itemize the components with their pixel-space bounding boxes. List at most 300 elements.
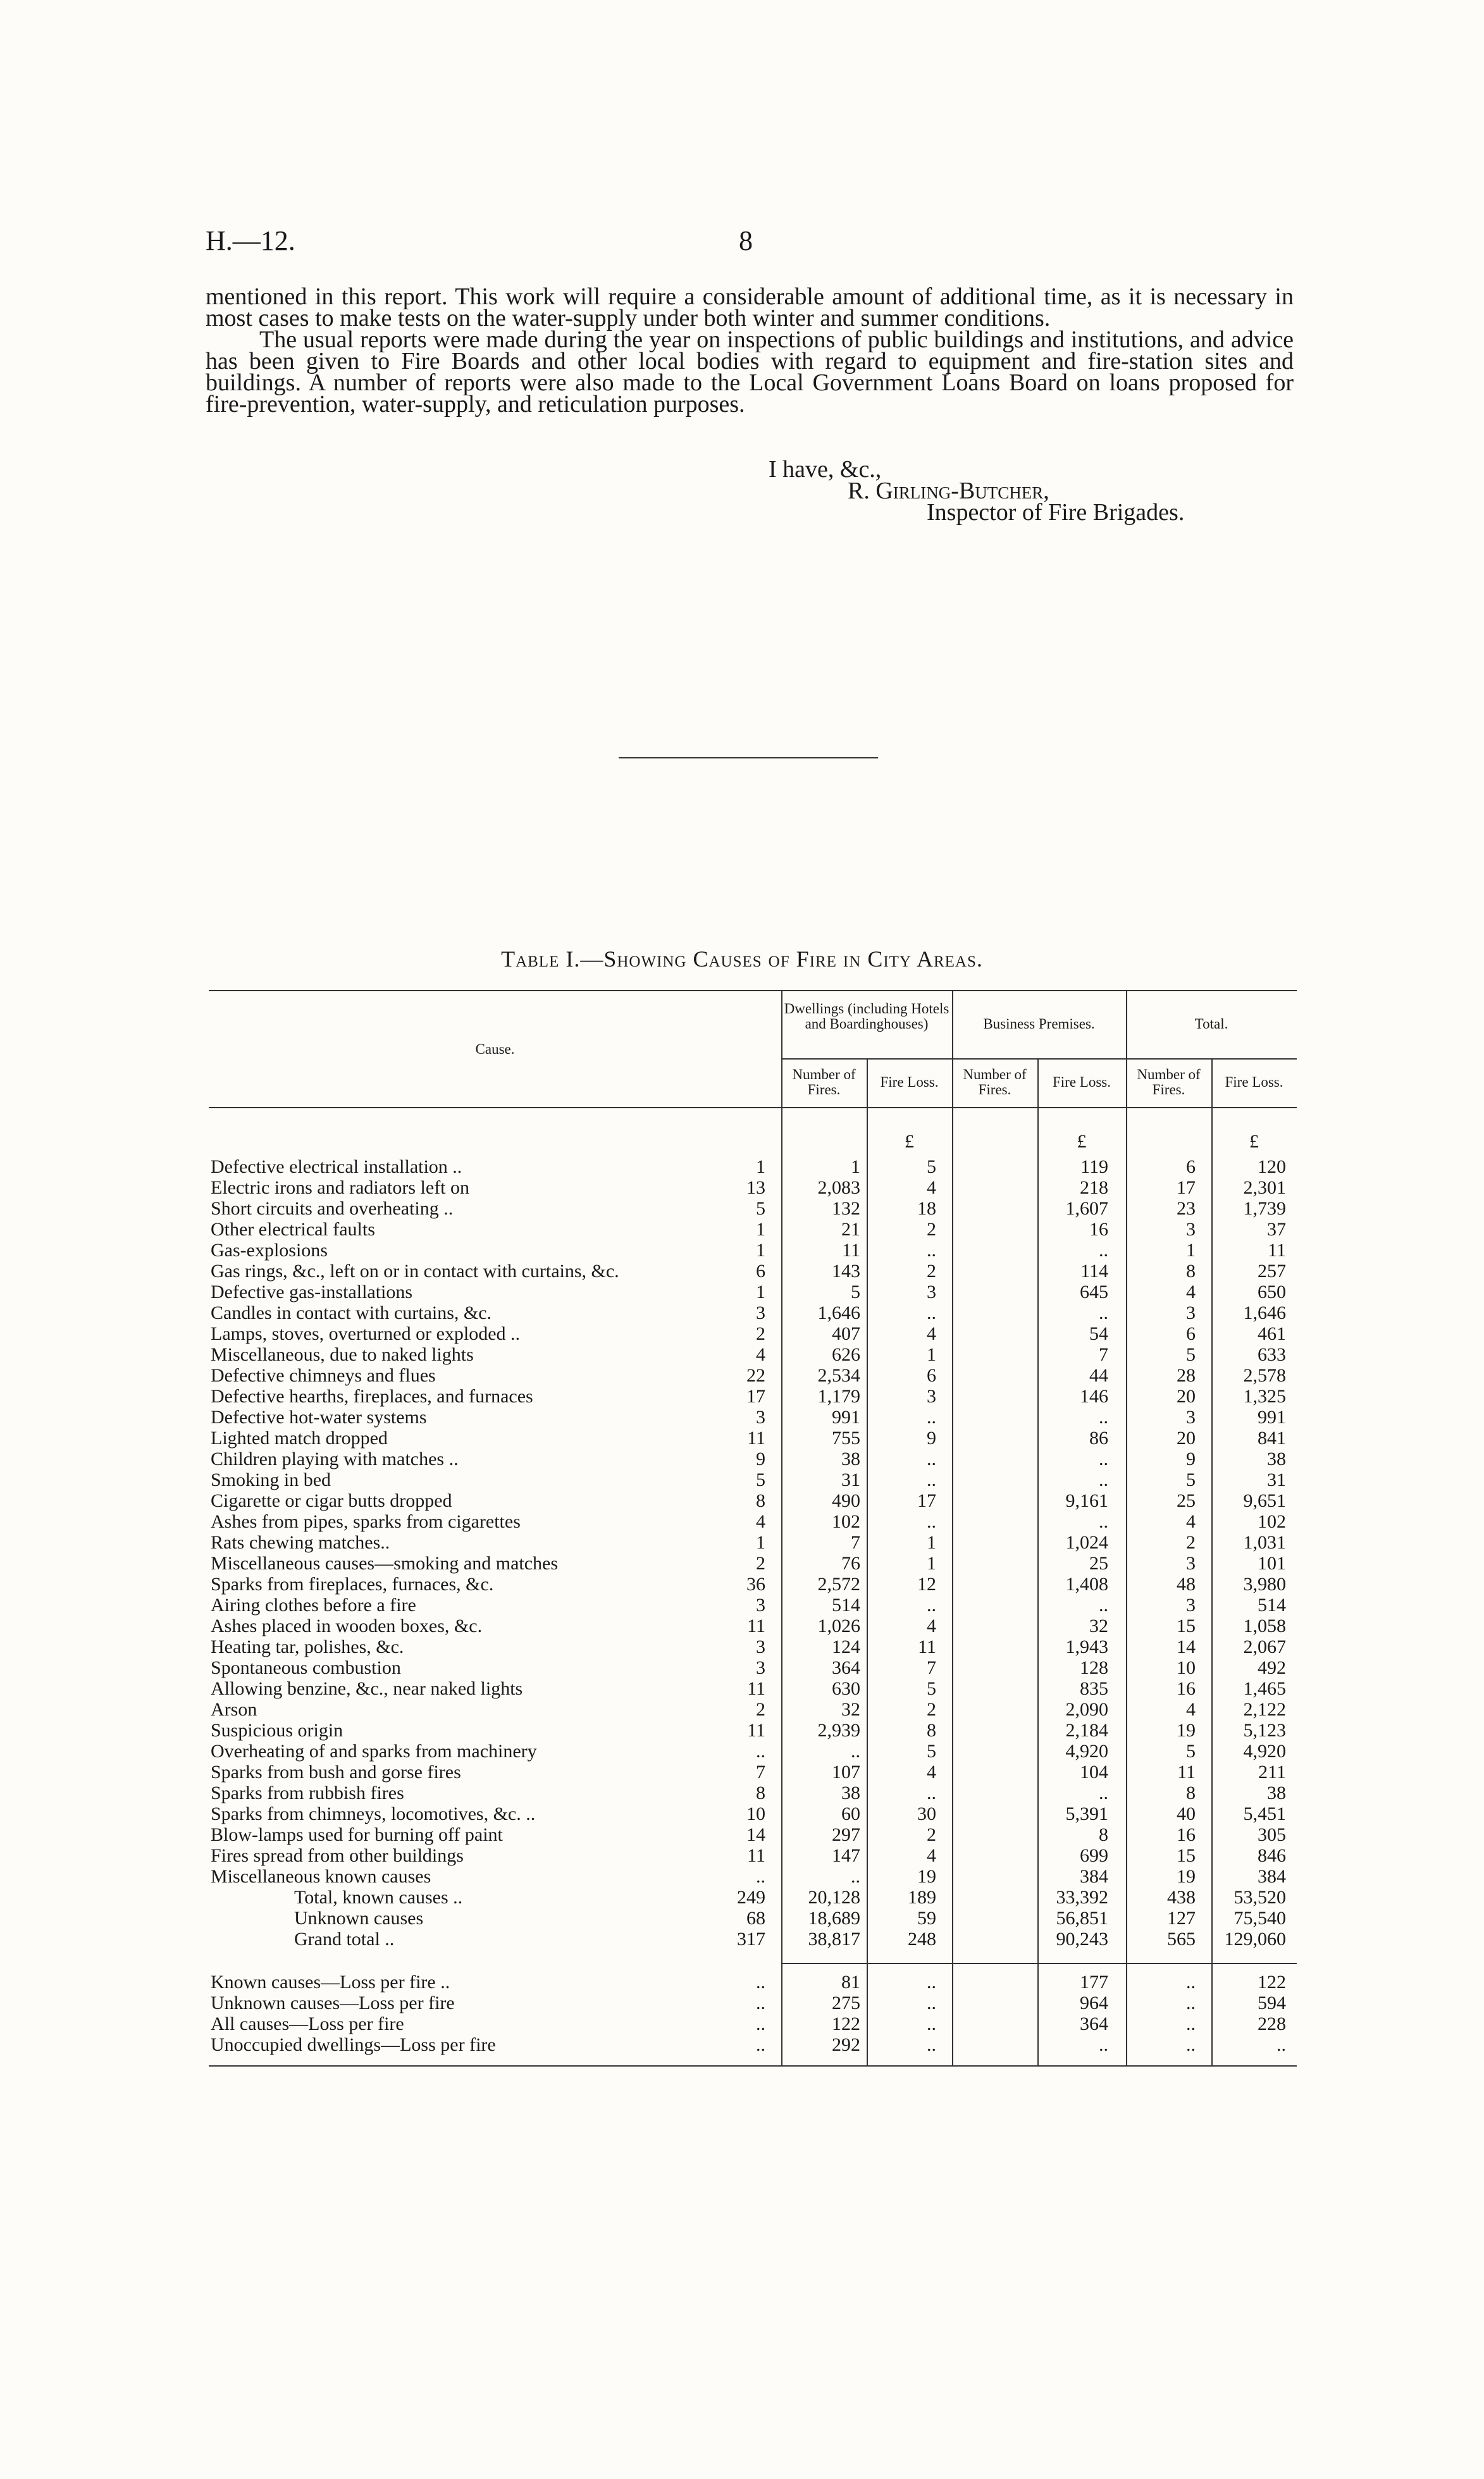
cell-t-n: 8 [1186,1261,1196,1282]
subheader-total-loss: Fire Loss. [1225,1074,1283,1090]
cell-t-n: 5 [1186,1741,1196,1762]
cause-label: Lamps, stoves, overturned or exploded .. [211,1323,524,1344]
cell-d-l: 7 [851,1532,860,1553]
total-row [209,1929,1297,1950]
header-business: Business Premises. [983,1016,1095,1032]
cause-label: Candles in contact with curtains, &c. [211,1302,495,1323]
cell-t-n: 15 [1177,1616,1196,1636]
cell-d-n: 36 [746,1574,765,1595]
subheader-business-loss: Fire Loss. [1053,1074,1111,1090]
cause-label: Rats chewing matches.. [211,1532,393,1553]
cell-d-l: 5 [851,1282,860,1302]
cell-d-n: 11 [747,1720,765,1741]
cell-d-l: 38 [841,1449,860,1469]
signatory-title: Inspector of Fire Brigades. [927,499,1185,526]
cell-b-n: 2 [927,1699,936,1720]
cell-d-n: .. [756,1741,765,1762]
cell-d-l: 102 [832,1511,860,1532]
cause-label: Miscellaneous causes—smoking and matches [211,1553,562,1574]
cell-d-n: 10 [746,1803,765,1824]
cell-b-n: 17 [917,1490,936,1511]
cell-d-l: 11 [842,1240,860,1261]
report-body [206,283,1294,417]
cell-b-n: 2 [927,1824,936,1845]
cell-b-l: 835 [1080,1678,1108,1699]
cell-b-l: 25 [1089,1553,1108,1574]
cell-t-n: 11 [1177,1762,1196,1783]
cell-d-l: 38 [841,1783,860,1803]
cell-b-n: .. [927,1993,936,2013]
cell-t-l: 228 [1258,2013,1286,2034]
cell-t-l: 514 [1258,1595,1286,1616]
causes-table [209,990,1297,2065]
grand-total-rule [781,1963,1297,1964]
cause-label: Sparks from chimneys, locomotives, &c. .. [211,1803,539,1824]
cell-d-n: 5 [756,1198,765,1219]
cell-b-l: 56,851 [1056,1908,1108,1929]
cell-t-l: 5,123 [1243,1720,1286,1741]
cell-t-l: 841 [1258,1428,1286,1449]
cell-t-n: 3 [1186,1302,1196,1323]
cause-label: Airing clothes before a fire [211,1595,420,1616]
cell-t-l: .. [1277,2034,1286,2055]
cause-row [209,1783,1297,1803]
cell-t-n: 438 [1167,1887,1196,1908]
cell-d-l: 60 [841,1803,860,1824]
currency-total: £ [1249,1131,1259,1152]
cause-label: Ashes placed in wooden boxes, &c. [211,1616,486,1636]
cause-label: Smoking in bed [211,1469,335,1490]
cell-b-l: 90,243 [1056,1929,1108,1950]
cell-d-n: 11 [747,1678,765,1699]
cell-t-n: 3 [1186,1595,1196,1616]
cell-d-l: 18,689 [808,1908,860,1929]
cause-label: Unoccupied dwellings—Loss per fire [211,2034,500,2055]
cell-d-n: 17 [746,1386,765,1407]
section-divider [619,757,878,758]
cell-d-l: .. [851,1741,860,1762]
cell-t-l: 31 [1267,1469,1286,1490]
cause-row [209,1177,1297,1198]
cell-t-l: 1,465 [1243,1678,1286,1699]
cell-d-l: 81 [841,1972,860,1993]
cell-t-l: 384 [1258,1866,1286,1887]
cell-b-l: 645 [1080,1282,1108,1302]
cell-d-n: 1 [756,1282,765,1302]
table-title: Table I.—Showing Causes of Fire in City Areas. [501,946,983,972]
cell-t-n: 3 [1186,1407,1196,1428]
cell-d-l: 364 [832,1657,860,1678]
cause-label: Ashes from pipes, sparks from cigarettes [211,1511,524,1532]
cause-row [209,1490,1297,1511]
cause-label: Heating tar, polishes, &c. [211,1636,407,1657]
cell-b-n: 1 [927,1344,936,1365]
cell-t-l: 633 [1258,1344,1286,1365]
cell-d-n: 9 [756,1449,765,1469]
cell-d-n: 8 [756,1490,765,1511]
cell-d-n: 1 [756,1156,765,1177]
cell-d-n: 11 [747,1616,765,1636]
cause-row [209,1407,1297,1428]
cell-t-l: 594 [1258,1993,1286,2013]
cause-label: Overheating of and sparks from machinery [211,1741,541,1762]
cell-d-n: 6 [756,1261,765,1282]
cell-t-l: 2,122 [1243,1699,1286,1720]
cell-b-l: 1,024 [1065,1532,1108,1553]
cause-label: Other electrical faults [211,1219,379,1240]
cell-b-n: 1 [927,1532,936,1553]
cell-d-n: 3 [756,1636,765,1657]
cell-t-n: .. [1186,1993,1196,2013]
cell-b-l: 54 [1089,1323,1108,1344]
cause-row [209,1449,1297,1469]
loss-per-fire-row [209,1993,1297,2013]
cell-d-l: 755 [832,1428,860,1449]
cell-d-n: .. [756,2034,765,2055]
cause-label: Electric irons and radiators left on [211,1177,473,1198]
cell-b-n: .. [927,1783,936,1803]
cell-b-l: .. [1099,1511,1108,1532]
cell-t-n: 565 [1167,1929,1196,1950]
cause-label: Arson [211,1699,261,1720]
cell-t-l: 3,980 [1243,1574,1286,1595]
cause-row [209,1323,1297,1344]
cell-d-n: 11 [747,1845,765,1866]
cell-d-n: 3 [756,1595,765,1616]
cause-row [209,1428,1297,1449]
cell-d-l: 38,817 [808,1929,860,1950]
cause-row [209,1699,1297,1720]
currency-dwellings: £ [905,1131,914,1152]
cell-d-l: .. [851,1866,860,1887]
cell-t-l: 120 [1258,1156,1286,1177]
cell-b-l: .. [1099,2034,1108,2055]
cell-b-l: 384 [1080,1866,1108,1887]
cell-b-n: 5 [927,1156,936,1177]
cause-label: Sparks from fireplaces, furnaces, &c. [211,1574,497,1595]
cause-label: Gas-explosions [211,1240,331,1261]
subheader-dwellings-loss: Fire Loss. [880,1074,939,1090]
cell-d-n: 317 [737,1929,765,1950]
cell-d-l: 490 [832,1490,860,1511]
cell-d-n: .. [756,1866,765,1887]
cell-d-l: 122 [832,2013,860,2034]
cell-t-n: .. [1186,1972,1196,1993]
cause-label: Blow-lamps used for burning off paint [211,1824,507,1845]
cell-b-l: 699 [1080,1845,1108,1866]
cause-row [209,1824,1297,1845]
cell-d-n: 4 [756,1344,765,1365]
cell-t-n: 16 [1177,1824,1196,1845]
cell-b-l: 1,607 [1065,1198,1108,1219]
cell-d-n: 1 [756,1219,765,1240]
cell-t-l: 4,920 [1243,1741,1286,1762]
cell-d-l: 2,572 [817,1574,860,1595]
cell-d-l: 107 [832,1762,860,1783]
cell-t-n: 20 [1177,1386,1196,1407]
cell-t-l: 37 [1267,1219,1286,1240]
cell-d-l: 1,646 [817,1302,860,1323]
cause-row [209,1720,1297,1741]
cause-row [209,1511,1297,1532]
cell-d-n: 11 [747,1428,765,1449]
cell-b-n: 2 [927,1261,936,1282]
cell-d-n: 2 [756,1323,765,1344]
cause-label: Miscellaneous, due to naked lights [211,1344,478,1365]
cell-b-l: .. [1099,1407,1108,1428]
cell-b-n: 2 [927,1219,936,1240]
loss-per-fire-row [209,2034,1297,2055]
cell-t-l: 5,451 [1243,1803,1286,1824]
table-bottom-rule [209,2065,1297,2067]
cause-label: Defective hot-water systems [211,1407,431,1428]
cell-b-l: .. [1099,1469,1108,1490]
cell-d-n: 3 [756,1407,765,1428]
cell-d-l: 1,179 [817,1386,860,1407]
currency-business: £ [1077,1131,1087,1152]
cell-b-n: 189 [908,1887,936,1908]
cell-d-n: 13 [746,1177,765,1198]
cell-d-l: 20,128 [808,1887,860,1908]
cause-row [209,1762,1297,1783]
cell-t-l: 461 [1258,1323,1286,1344]
cell-b-n: 8 [927,1720,936,1741]
cause-row [209,1845,1297,1866]
cell-t-n: 28 [1177,1365,1196,1386]
cell-t-n: .. [1186,2013,1196,2034]
cell-d-l: 132 [832,1198,860,1219]
cause-row [209,1553,1297,1574]
cell-b-n: 4 [927,1616,936,1636]
cell-d-l: 1 [851,1156,860,1177]
cause-label: Known causes—Loss per fire .. [211,1972,454,1993]
cell-t-n: 17 [1177,1177,1196,1198]
cell-t-l: 53,520 [1234,1887,1286,1908]
cell-b-l: 16 [1089,1219,1108,1240]
total-row [209,1887,1297,1908]
cell-t-n: 14 [1177,1636,1196,1657]
cell-b-n: 59 [917,1908,936,1929]
cell-d-n: 3 [756,1302,765,1323]
cause-row [209,1657,1297,1678]
cell-d-n: 4 [756,1511,765,1532]
cell-t-n: 40 [1177,1803,1196,1824]
cause-label: Defective hearths, fireplaces, and furnaces [211,1386,537,1407]
cell-b-l: 1,408 [1065,1574,1108,1595]
header-total: Total. [1194,1016,1228,1032]
cell-d-l: 143 [832,1261,860,1282]
cell-b-l: .. [1099,1783,1108,1803]
cell-t-l: 305 [1258,1824,1286,1845]
cell-d-n: 8 [756,1783,765,1803]
cell-t-n: 23 [1177,1198,1196,1219]
cell-b-n: .. [927,1511,936,1532]
cell-b-l: 114 [1080,1261,1108,1282]
cell-t-l: 1,739 [1243,1198,1286,1219]
cause-row [209,1803,1297,1824]
cell-t-n: 19 [1177,1720,1196,1741]
cell-b-n: 3 [927,1386,936,1407]
cell-d-n: 5 [756,1469,765,1490]
cell-t-n: 3 [1186,1219,1196,1240]
cause-row [209,1574,1297,1595]
cell-b-n: .. [927,1302,936,1323]
cell-b-n: 11 [918,1636,936,1657]
cause-label: Unknown causes—Loss per fire [211,1993,459,2013]
cell-d-l: 2,534 [817,1365,860,1386]
cause-label: Gas rings, &c., left on or in contact with curtains, &c. [211,1261,623,1282]
cause-label: Total, known causes .. [294,1887,466,1908]
cell-d-n: 2 [756,1699,765,1720]
cell-t-l: 2,578 [1243,1365,1286,1386]
cell-t-n: 3 [1186,1553,1196,1574]
closing-salutation: I have, &c., [769,456,882,483]
group-header-rule [781,1058,1297,1060]
cell-b-n: 5 [927,1741,936,1762]
cause-row [209,1595,1297,1616]
cell-t-l: 11 [1268,1240,1286,1261]
subheader-business-number: Number of Fires. [963,1066,1027,1097]
cell-d-n: .. [756,2013,765,2034]
cell-t-l: 129,060 [1224,1929,1286,1950]
cell-b-l: .. [1099,1302,1108,1323]
cell-d-n: 2 [756,1553,765,1574]
cell-t-n: 2 [1186,1532,1196,1553]
cell-b-l: .. [1099,1240,1108,1261]
cell-d-l: 626 [832,1344,860,1365]
cell-b-l: 9,161 [1065,1490,1108,1511]
cell-b-n: 30 [917,1803,936,1824]
cell-t-l: 9,651 [1243,1490,1286,1511]
cause-row [209,1678,1297,1699]
page-number: 8 [739,225,753,256]
table-top-rule [209,990,1297,991]
cell-b-l: 218 [1080,1177,1108,1198]
cell-b-n: 4 [927,1177,936,1198]
cell-t-l: 492 [1258,1657,1286,1678]
cell-b-n: .. [927,1407,936,1428]
cell-t-n: 20 [1177,1428,1196,1449]
cell-d-n: 14 [746,1824,765,1845]
cell-b-n: 9 [927,1428,936,1449]
cell-b-n: 5 [927,1678,936,1699]
cell-t-l: 2,301 [1243,1177,1286,1198]
cell-d-l: 147 [832,1845,860,1866]
cell-d-l: 124 [832,1636,860,1657]
cause-row [209,1616,1297,1636]
cause-row [209,1344,1297,1365]
cell-d-l: 32 [841,1699,860,1720]
cause-row [209,1386,1297,1407]
cell-b-n: 19 [917,1866,936,1887]
cell-b-l: 86 [1089,1428,1108,1449]
cell-d-l: 292 [832,2034,860,2055]
cell-b-n: .. [927,2034,936,2055]
cell-t-l: 75,540 [1234,1908,1286,1929]
cell-t-l: 38 [1267,1449,1286,1469]
paragraph-continuation: mentioned in this report. This work will require a considerable amount of additional time, as it is necessary in most cases to make tests on the water-supply under both winter and summer conditions. [206,283,1294,331]
cell-d-l: 407 [832,1323,860,1344]
cause-label: Cigarette or cigar butts dropped [211,1490,456,1511]
cell-b-n: .. [927,1449,936,1469]
cell-d-n: 7 [756,1762,765,1783]
cause-label: Fires spread from other buildings [211,1845,467,1866]
cell-b-l: 146 [1080,1386,1108,1407]
header-cause: Cause. [475,1041,515,1057]
cell-b-n: .. [927,2013,936,2034]
cell-t-l: 2,067 [1243,1636,1286,1657]
cell-d-n: 1 [756,1240,765,1261]
cell-b-n: .. [927,1972,936,1993]
cell-b-n: .. [927,1595,936,1616]
cell-t-n: 5 [1186,1469,1196,1490]
cell-b-l: 44 [1089,1365,1108,1386]
cell-d-l: 21 [841,1219,860,1240]
cause-label: Defective gas-installations [211,1282,416,1302]
cell-t-n: 19 [1177,1866,1196,1887]
subheader-total-number: Number of Fires. [1137,1066,1201,1097]
cell-b-n: 12 [917,1574,936,1595]
cell-b-l: 33,392 [1056,1887,1108,1908]
cell-b-n: 18 [917,1198,936,1219]
cell-b-l: .. [1099,1595,1108,1616]
cell-b-n: 4 [927,1845,936,1866]
cause-label: Sparks from bush and gorse fires [211,1762,465,1783]
cause-row [209,1365,1297,1386]
cause-row [209,1866,1297,1887]
cell-b-n: 4 [927,1762,936,1783]
cell-t-l: 1,031 [1243,1532,1286,1553]
cell-b-l: 2,090 [1065,1699,1108,1720]
cause-label: Sparks from rubbish fires [211,1783,408,1803]
cause-label: Suspicious origin [211,1720,347,1741]
cell-t-l: 122 [1258,1972,1286,1993]
cause-label: Spontaneous combustion [211,1657,405,1678]
cause-label: Defective chimneys and flues [211,1365,440,1386]
cell-t-l: 211 [1258,1762,1286,1783]
cell-t-n: 8 [1186,1783,1196,1803]
cell-t-n: 5 [1186,1344,1196,1365]
cell-t-l: 1,646 [1243,1302,1286,1323]
cell-t-l: 257 [1258,1261,1286,1282]
header-dwellings: Dwellings (including Hotels and Boardinghouses) [784,1001,949,1032]
cell-t-n: 9 [1186,1449,1196,1469]
cell-t-n: 25 [1177,1490,1196,1511]
cause-label: Grand total .. [294,1929,398,1950]
cause-label: Defective electrical installation .. [211,1156,466,1177]
cell-t-l: 38 [1267,1783,1286,1803]
cell-b-l: 4,920 [1065,1741,1108,1762]
cell-t-n: 15 [1177,1845,1196,1866]
cell-t-n: 48 [1177,1574,1196,1595]
cell-b-l: 104 [1080,1762,1108,1783]
cell-d-l: 2,939 [817,1720,860,1741]
cell-d-n: 3 [756,1657,765,1678]
cell-t-l: 846 [1258,1845,1286,1866]
cell-b-l: 128 [1080,1657,1108,1678]
cell-t-n: 6 [1186,1323,1196,1344]
cause-label: Children playing with matches .. [211,1449,462,1469]
cell-t-n: 4 [1186,1282,1196,1302]
cell-t-l: 1,058 [1243,1616,1286,1636]
cause-row [209,1240,1297,1261]
cause-row [209,1741,1297,1762]
cell-t-n: 4 [1186,1511,1196,1532]
cell-t-l: 102 [1258,1511,1286,1532]
cell-b-n: 7 [927,1657,936,1678]
cell-d-l: 514 [832,1595,860,1616]
signatory-name: R. Girling-Butcher, [848,478,1049,504]
